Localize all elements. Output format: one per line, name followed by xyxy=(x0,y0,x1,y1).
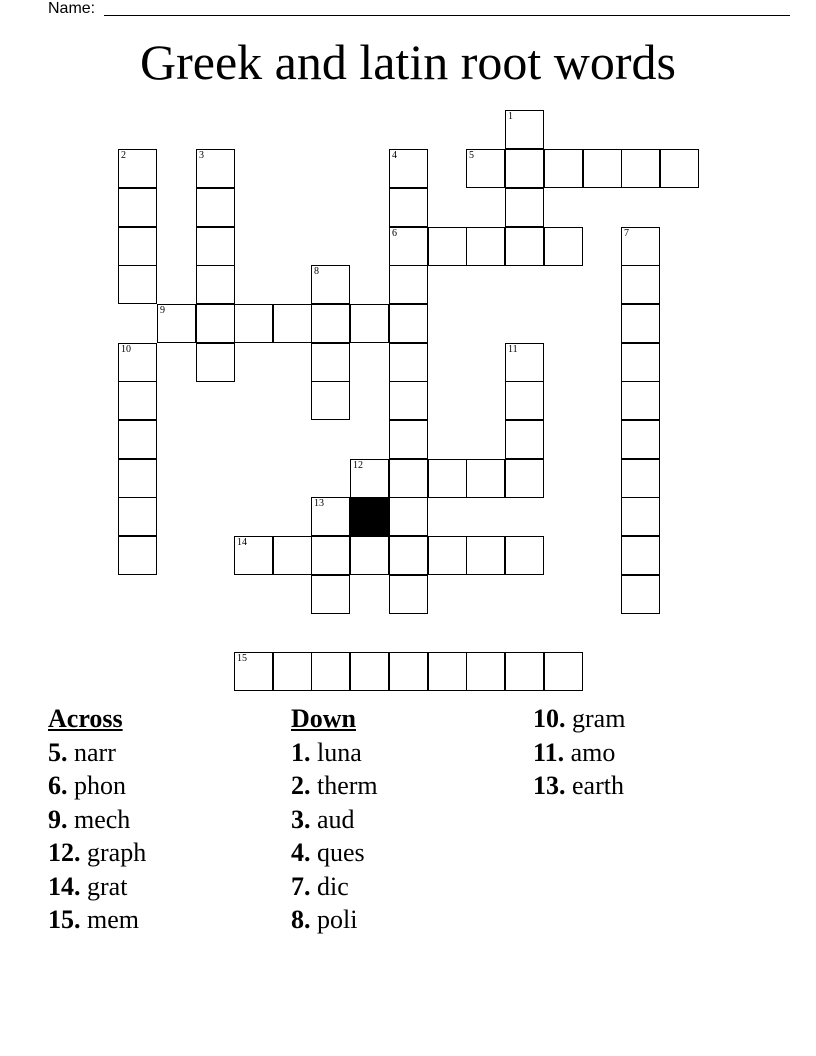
clue-number: 1. xyxy=(291,737,311,767)
clue-text: gram xyxy=(572,704,626,733)
grid-cell[interactable] xyxy=(621,381,660,420)
grid-cell[interactable] xyxy=(389,459,428,498)
grid-cell[interactable] xyxy=(234,304,273,343)
name-label: Name: xyxy=(48,0,96,17)
clue-item xyxy=(291,870,378,904)
grid-cell[interactable] xyxy=(505,536,544,575)
clue-text: mech xyxy=(74,804,131,834)
clue-text: grat xyxy=(87,871,128,901)
clue-item xyxy=(291,736,378,770)
clue-item xyxy=(533,702,625,736)
grid-cell[interactable] xyxy=(466,536,505,575)
cell-number: 11 xyxy=(508,344,518,355)
grid-cell[interactable] xyxy=(389,265,428,304)
clue-text: aud xyxy=(317,804,355,834)
cell-number: 13 xyxy=(314,498,324,509)
clue-number: 7. xyxy=(291,871,311,901)
cell-number: 4 xyxy=(392,150,397,161)
clue-text: graph xyxy=(87,838,147,867)
clue-number: 10. xyxy=(533,704,566,733)
clue-item xyxy=(533,736,625,770)
grid-cell[interactable] xyxy=(273,652,312,691)
grid-cell[interactable] xyxy=(505,110,544,149)
grid-cell[interactable] xyxy=(311,304,350,343)
across-heading: Across xyxy=(48,704,123,733)
down-clues xyxy=(291,702,378,937)
grid-cell[interactable] xyxy=(621,420,660,459)
cell-number: 9 xyxy=(160,305,165,316)
cell-number: 1 xyxy=(508,111,513,122)
grid-cell[interactable] xyxy=(350,652,389,691)
grid-cell[interactable] xyxy=(196,304,235,343)
grid-cell[interactable] xyxy=(389,149,428,188)
grid-cell[interactable] xyxy=(621,149,660,188)
grid-cell[interactable] xyxy=(621,304,660,343)
clue-item xyxy=(48,736,146,770)
grid-cell[interactable] xyxy=(196,188,235,227)
clue-item xyxy=(48,803,146,837)
grid-cell[interactable] xyxy=(350,304,389,343)
cell-number: 8 xyxy=(314,266,319,277)
grid-cell[interactable] xyxy=(621,536,660,575)
grid-cell[interactable] xyxy=(196,149,235,188)
grid-cell[interactable] xyxy=(583,149,622,188)
clue-item xyxy=(291,903,378,937)
grid-cell[interactable] xyxy=(118,265,157,304)
grid-cell[interactable] xyxy=(389,304,428,343)
clue-number: 2. xyxy=(291,771,311,800)
grid-cell[interactable] xyxy=(428,652,467,691)
cell-number: 10 xyxy=(121,344,131,355)
grid-cell[interactable] xyxy=(311,536,350,575)
clue-number: 5. xyxy=(48,737,68,767)
clue-text: ques xyxy=(317,838,365,867)
grid-cell[interactable] xyxy=(389,381,428,420)
down-list xyxy=(291,736,378,937)
grid-cell[interactable] xyxy=(621,575,660,614)
clue-text: narr xyxy=(74,737,116,767)
clue-number: 12. xyxy=(48,838,81,867)
grid-cell[interactable] xyxy=(273,536,312,575)
grid-cell[interactable] xyxy=(505,149,544,188)
grid-cell[interactable] xyxy=(660,149,699,188)
clue-item xyxy=(533,769,625,803)
clue-text: phon xyxy=(74,771,126,800)
grid-cell[interactable] xyxy=(118,149,157,188)
grid-cell[interactable] xyxy=(234,652,273,691)
cell-number: 5 xyxy=(469,150,474,161)
clue-number: 9. xyxy=(48,804,68,834)
grid-cell[interactable] xyxy=(428,227,467,266)
clue-item xyxy=(291,803,378,837)
grid-cell[interactable] xyxy=(505,188,544,227)
grid-cell[interactable] xyxy=(350,459,389,498)
cell-number: 15 xyxy=(237,653,247,664)
grid-cell[interactable] xyxy=(621,343,660,382)
grid-cell[interactable] xyxy=(544,227,583,266)
cell-number: 12 xyxy=(353,460,363,471)
across-clues xyxy=(48,702,146,937)
grid-cell[interactable] xyxy=(466,459,505,498)
down-clues-continued xyxy=(533,702,625,803)
grid-cell[interactable] xyxy=(389,343,428,382)
grid-cell[interactable] xyxy=(389,420,428,459)
grid-cell[interactable] xyxy=(505,227,544,266)
grid-cell[interactable] xyxy=(350,536,389,575)
grid-cell[interactable] xyxy=(118,459,157,498)
grid-cell[interactable] xyxy=(505,343,544,382)
clue-item xyxy=(48,903,146,937)
clue-item xyxy=(48,769,146,803)
cell-number: 6 xyxy=(392,228,397,239)
clue-text: dic xyxy=(317,871,349,901)
grid-cell[interactable] xyxy=(389,652,428,691)
blocked-cell xyxy=(350,497,389,536)
grid-cell[interactable] xyxy=(466,652,505,691)
cell-number: 2 xyxy=(121,150,126,161)
clue-item xyxy=(48,836,146,870)
clue-text: earth xyxy=(572,771,624,800)
grid-cell[interactable] xyxy=(196,227,235,266)
clue-number: 13. xyxy=(533,771,566,800)
cell-number: 14 xyxy=(237,537,247,548)
grid-cell[interactable] xyxy=(389,497,428,536)
grid-cell[interactable] xyxy=(505,420,544,459)
grid-cell[interactable] xyxy=(157,304,196,343)
clue-text: amo xyxy=(570,737,616,767)
grid-cell[interactable] xyxy=(311,265,350,304)
grid-cell[interactable] xyxy=(311,652,350,691)
grid-cell[interactable] xyxy=(428,459,467,498)
clue-text: mem xyxy=(87,905,139,934)
clue-number: 11. xyxy=(533,737,565,767)
grid-cell[interactable] xyxy=(311,575,350,614)
grid-cell[interactable] xyxy=(234,536,273,575)
grid-cell[interactable] xyxy=(505,459,544,498)
grid-cell[interactable] xyxy=(621,265,660,304)
grid-cell[interactable] xyxy=(311,497,350,536)
clue-item xyxy=(291,836,378,870)
grid-cell[interactable] xyxy=(389,575,428,614)
clue-number: 4. xyxy=(291,838,311,867)
grid-cell[interactable] xyxy=(273,304,312,343)
clue-item xyxy=(291,769,378,803)
cell-number: 7 xyxy=(624,228,629,239)
page-title: Greek and latin root words xyxy=(140,34,676,90)
clue-text: luna xyxy=(317,737,362,767)
grid-cell[interactable] xyxy=(621,227,660,266)
grid-cell[interactable] xyxy=(118,343,157,382)
grid-cell[interactable] xyxy=(196,343,235,382)
grid-cell[interactable] xyxy=(118,188,157,227)
grid-cell[interactable] xyxy=(621,497,660,536)
down-cont-list xyxy=(533,702,625,803)
clue-number: 15. xyxy=(48,905,81,934)
grid-cell[interactable] xyxy=(466,227,505,266)
cell-number: 3 xyxy=(199,150,204,161)
grid-cell[interactable] xyxy=(621,459,660,498)
clue-number: 3. xyxy=(291,804,311,834)
grid-cell[interactable] xyxy=(505,652,544,691)
down-heading: Down xyxy=(291,704,357,733)
grid-cell[interactable] xyxy=(544,149,583,188)
grid-cell[interactable] xyxy=(466,149,505,188)
clue-number: 8. xyxy=(291,905,311,934)
across-list xyxy=(48,736,146,937)
grid-cell[interactable] xyxy=(118,420,157,459)
grid-cell[interactable] xyxy=(311,343,350,382)
clue-number: 14. xyxy=(48,871,81,901)
grid-cell[interactable] xyxy=(118,381,157,420)
grid-cell[interactable] xyxy=(544,652,583,691)
clue-item xyxy=(48,870,146,904)
grid-cell[interactable] xyxy=(118,536,157,575)
grid-cell[interactable] xyxy=(505,381,544,420)
grid-cell[interactable] xyxy=(389,536,428,575)
grid-cell[interactable] xyxy=(118,227,157,266)
grid-cell[interactable] xyxy=(118,497,157,536)
clue-text: therm xyxy=(317,771,378,800)
clue-text: poli xyxy=(317,905,358,934)
clue-number: 6. xyxy=(48,771,68,800)
grid-cell[interactable] xyxy=(196,265,235,304)
grid-cell[interactable] xyxy=(389,188,428,227)
grid-cell[interactable] xyxy=(428,536,467,575)
grid-cell[interactable] xyxy=(311,381,350,420)
grid-cell[interactable] xyxy=(389,227,428,266)
